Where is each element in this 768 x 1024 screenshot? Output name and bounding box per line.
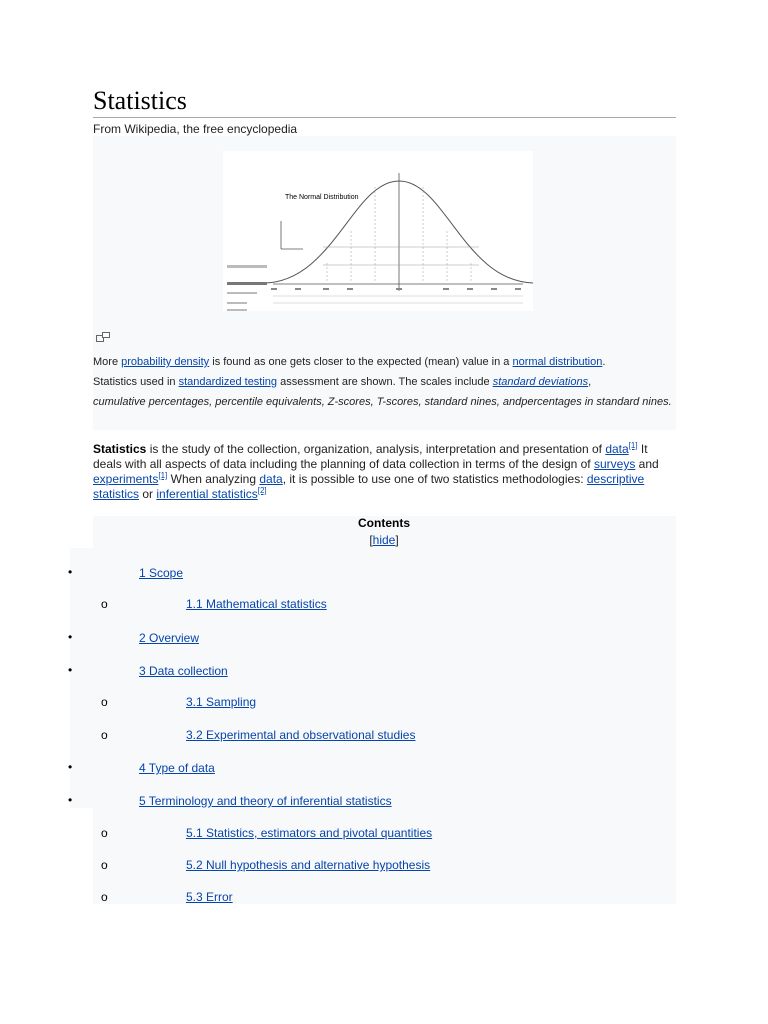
toc-bullet: o xyxy=(101,890,108,904)
link-probability-density[interactable]: probability density xyxy=(121,356,210,368)
toc-item-scope[interactable]: 1 Scope xyxy=(139,566,184,580)
enlarge-icon[interactable] xyxy=(96,332,110,342)
toc-bullet: • xyxy=(68,663,73,677)
toc-hide-toggle: [hide] xyxy=(369,533,399,547)
toc-item-error[interactable]: 5.3 Error xyxy=(186,890,233,904)
toc-item-estimators[interactable]: 5.1 Statistics, estimators and pivotal quantities xyxy=(186,826,433,840)
tagline: From Wikipedia, the free encyclopedia xyxy=(93,122,298,136)
link-normal-distribution[interactable]: normal distribution xyxy=(512,356,603,368)
page-title: Statistics xyxy=(93,86,187,115)
toc-item-terminology[interactable]: 5 Terminology and theory of inferential statistics xyxy=(139,794,392,808)
link-standardized-testing[interactable]: standardized testing xyxy=(178,376,278,388)
link-standard-deviations[interactable]: standard deviations xyxy=(492,376,589,388)
link-surveys[interactable]: surveys xyxy=(593,457,636,471)
toc-hide-link[interactable]: hide xyxy=(372,533,396,547)
link-descriptive-statistics[interactable]: descriptive statistics xyxy=(93,472,645,501)
intro-paragraph: Statistics is the study of the collection, organization, analysis, interpretation and presentation of data[1] It deals with all aspects of data including the planning of data collection in terms of the design of surveys and experiments[1] When analyzing data, it is possible to use one of two statistics methodologies: descriptive statistics or inferential statistics[2] xyxy=(93,441,659,501)
title-divider xyxy=(93,117,676,118)
intro-bold-term: Statistics xyxy=(93,442,147,456)
toc-bullet: o xyxy=(101,826,108,840)
toc-bullet: o xyxy=(101,597,108,611)
toc-bullet: o xyxy=(101,728,108,742)
toc-bullet: o xyxy=(101,695,108,709)
toc-item-sampling[interactable]: 3.1 Sampling xyxy=(186,695,257,709)
toc-title: Contents xyxy=(358,516,410,530)
toc-bullet: • xyxy=(68,793,73,807)
figure-caption: More probability density is found as one gets closer to the expected (mean) value in a normal distribution. Statistics used in standardized testing assessment are shown. The scales include standard deviations, cumulative percentages, percentile equivalents, Z-scores, T-scores, standard nines, andpercentages in standard nines. xyxy=(93,356,672,408)
toc-item-null-hypothesis[interactable]: 5.2 Null hypothesis and alternative hypothesis xyxy=(186,858,431,872)
toc-bullet: o xyxy=(101,858,108,872)
reference-1[interactable]: [1] xyxy=(628,441,638,450)
reference-1b[interactable]: [1] xyxy=(158,471,168,480)
link-experiments[interactable]: experiments xyxy=(93,472,159,486)
toc-item-experimental-studies[interactable]: 3.2 Experimental and observational studies xyxy=(186,728,416,742)
normal-distribution-graphic xyxy=(223,151,533,311)
link-inferential-statistics[interactable]: inferential statistics xyxy=(156,487,258,501)
toc-item-mathematical-statistics[interactable]: 1.1 Mathematical statistics xyxy=(186,597,327,611)
toc-bullet: • xyxy=(68,630,73,644)
figure-image-title: The Normal Distribution xyxy=(285,194,359,201)
toc-bullet: • xyxy=(68,760,73,774)
normal-distribution-image[interactable] xyxy=(223,151,533,311)
figure-thumbnail xyxy=(93,136,676,430)
toc-item-overview[interactable]: 2 Overview xyxy=(139,631,200,645)
reference-2[interactable]: [2] xyxy=(257,486,267,495)
link-data-2[interactable]: data xyxy=(259,472,283,486)
toc-bullet: • xyxy=(68,565,73,579)
caption-italic-text: cumulative percentages, percentile equivalents, Z-scores, T-scores, standard nines, andpercentages in standard nines xyxy=(93,396,669,408)
link-data[interactable]: data xyxy=(605,442,629,456)
toc-item-type-of-data[interactable]: 4 Type of data xyxy=(139,761,215,775)
toc-item-data-collection[interactable]: 3 Data collection xyxy=(139,664,228,678)
toc-stripe xyxy=(70,548,93,808)
